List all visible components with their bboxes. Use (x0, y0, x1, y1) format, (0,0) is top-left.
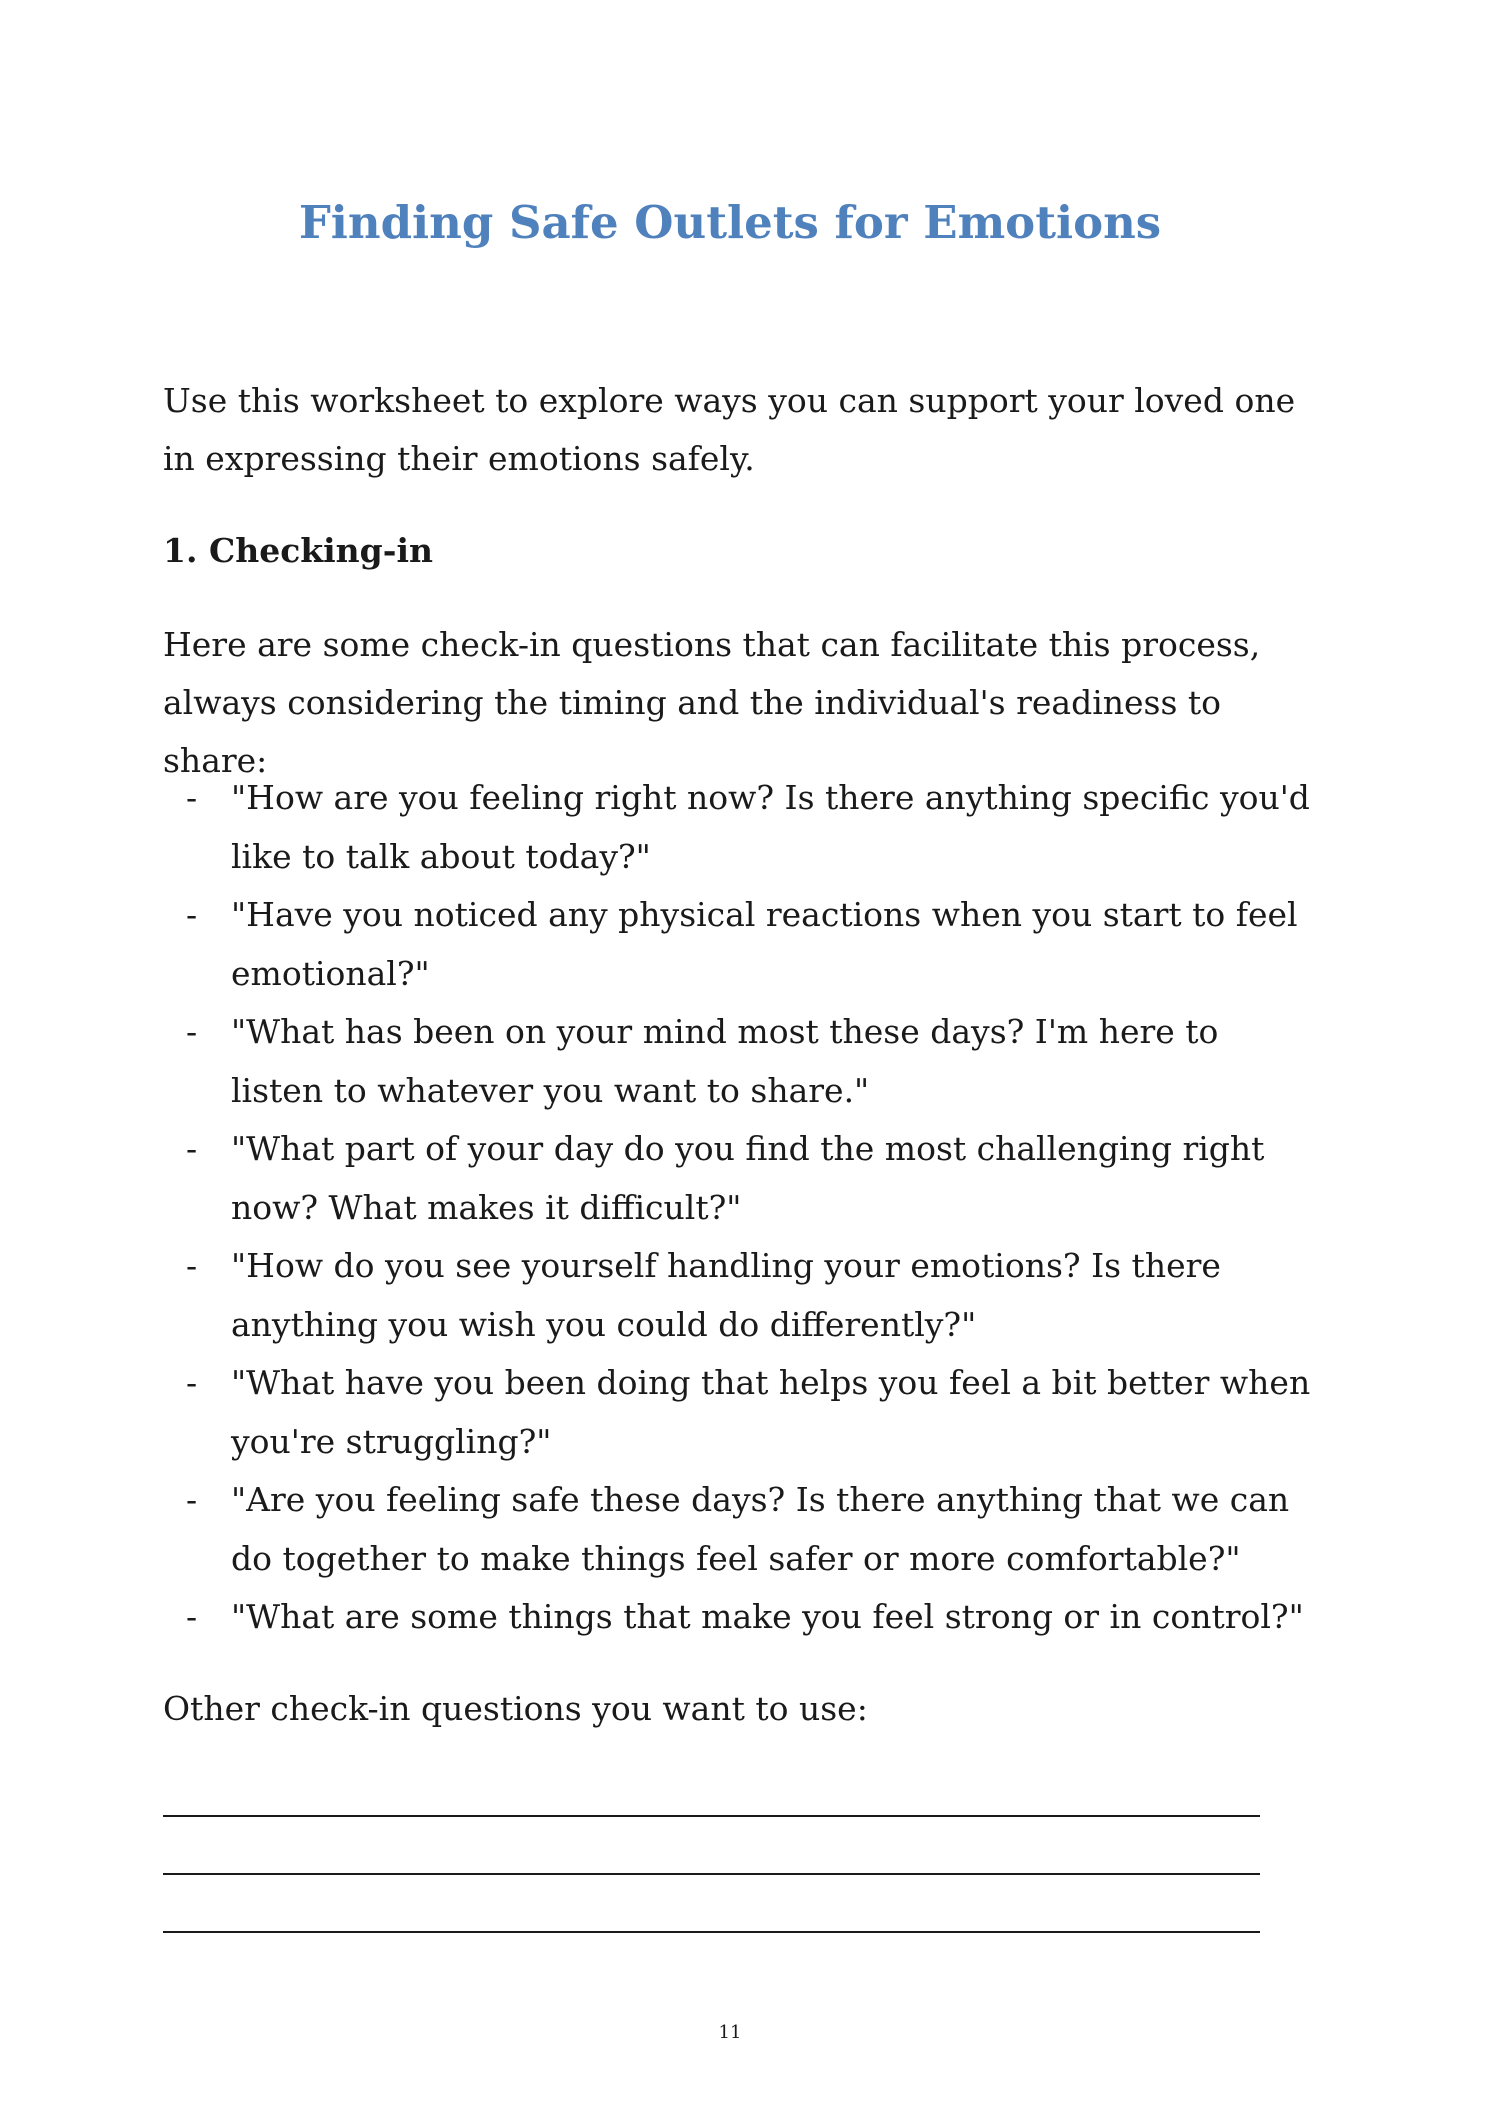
question-text: "How do you see yourself handling your emotions? Is there anything you wish you could do differently?" (231, 1246, 1221, 1344)
bullet-dash: - (186, 1363, 198, 1402)
question-item (163, 1237, 1313, 1354)
question-item (163, 1354, 1313, 1471)
question-item (163, 886, 1313, 1003)
section-lead-paragraph: Here are some check-in questions that can facilitate this process, always considering the timing and the individual's readiness to share: (163, 625, 1261, 780)
question-item (163, 1471, 1313, 1588)
write-in-line[interactable] (163, 1815, 1260, 1817)
question-item (163, 1120, 1313, 1237)
page-number: 11 (718, 2022, 742, 2043)
bullet-dash: - (186, 1480, 198, 1519)
question-text: "Have you noticed any physical reactions when you start to feel emotional?" (231, 895, 1298, 993)
question-text: "What has been on your mind most these days? I'm here to listen to whatever you want to share." (231, 1012, 1219, 1110)
bullet-dash: - (186, 895, 198, 934)
bullet-dash: - (186, 1597, 198, 1636)
write-in-line[interactable] (163, 1931, 1260, 1933)
question-text: "How are you feeling right now? Is there anything specific you'd like to talk about today?" (231, 778, 1310, 876)
page-title: Finding Safe Outlets for Emotions (298, 196, 1162, 249)
bullet-dash: - (186, 1012, 198, 1051)
other-questions-prompt: Other check-in questions you want to use: (163, 1689, 868, 1728)
bullet-dash: - (186, 778, 198, 817)
question-text: "Are you feeling safe these days? Is there anything that we can do together to make things feel safer or more comfortable?" (231, 1480, 1290, 1578)
question-item (163, 1588, 1313, 1647)
bullet-dash: - (186, 1129, 198, 1168)
bullet-dash: - (186, 1246, 198, 1285)
write-in-line[interactable] (163, 1873, 1260, 1875)
intro-paragraph: Use this worksheet to explore ways you can support your loved one in expressing their emotions safely. (163, 381, 1296, 478)
question-text: "What have you been doing that helps you feel a bit better when you're struggling?" (231, 1363, 1311, 1461)
question-item (163, 769, 1313, 886)
check-in-question-list (163, 769, 1313, 1647)
question-text: "What are some things that make you feel strong or in control?" (231, 1597, 1304, 1636)
section-heading: 1. Checking-in (163, 531, 433, 570)
question-text: "What part of your day do you find the most challenging right now? What makes it difficult?" (231, 1129, 1265, 1227)
question-item (163, 1003, 1313, 1120)
